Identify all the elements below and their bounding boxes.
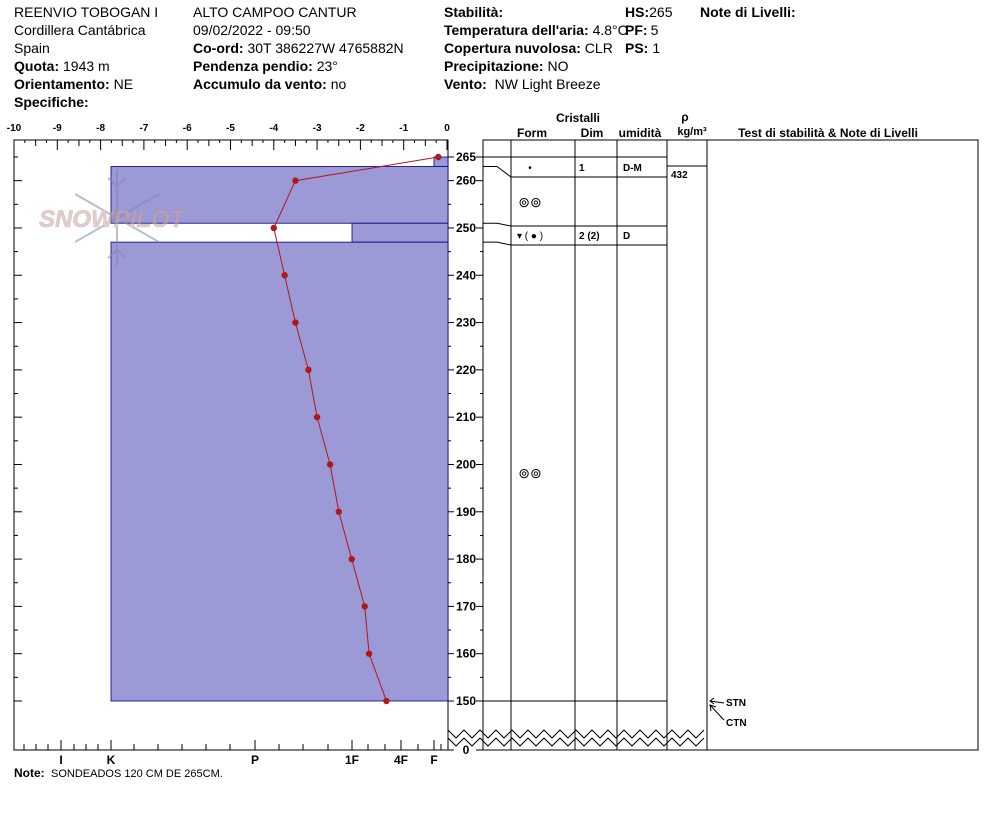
hardness-tick-label: P — [250, 753, 260, 767]
pf-label: PF: — [625, 22, 648, 38]
stn-marker — [710, 698, 746, 709]
location: ALTO CAMPOO CANTUR — [193, 4, 357, 20]
hardness-tick-label: K — [106, 753, 116, 767]
ps-value: 1 — [652, 40, 661, 56]
height-tick-label: 0 — [462, 743, 470, 757]
hardness-layer — [111, 242, 448, 701]
height-tick-label: 160 — [455, 646, 477, 661]
moisture-header: umidità — [618, 126, 662, 140]
aspect-value: NE — [113, 76, 134, 92]
height-tick-label: 265 — [455, 150, 477, 164]
hs-value: 265 — [649, 4, 673, 20]
temperature-point — [366, 650, 372, 656]
height-tick-label: 170 — [455, 599, 477, 614]
cloud-value: CLR — [584, 40, 613, 56]
density-value: 432 — [671, 170, 688, 181]
temperature-point — [292, 177, 298, 183]
layer-notes-label: Note di Livelli: — [700, 4, 796, 20]
size-header: Dim — [580, 126, 604, 140]
wind-value: NW Light Breeze — [494, 76, 601, 92]
aspect-label: Orientamento: — [14, 76, 110, 92]
temperature-point — [435, 154, 441, 160]
air-temp-label: Temperatura dell'aria: — [444, 22, 589, 38]
hardness-tick-label: I — [59, 753, 63, 767]
rho-header: ρ — [681, 110, 689, 124]
crystal-size: 2 (2) — [579, 231, 600, 242]
precip-label: Precipitazione: — [444, 58, 544, 74]
height-tick-label: 190 — [455, 504, 477, 519]
wind-label: Vento: — [444, 76, 487, 92]
temp-tick-label: -4 — [269, 123, 279, 134]
hardness-layer — [352, 223, 448, 242]
temp-tick-label: -10 — [6, 123, 22, 134]
temperature-point — [336, 509, 342, 515]
temp-tick-label: -5 — [226, 123, 235, 134]
temperature-point — [314, 414, 320, 420]
temp-tick-label: -3 — [312, 123, 322, 134]
moisture-value: D — [623, 231, 631, 242]
note-line — [14, 766, 223, 780]
density-unit-header: kg/m³ — [677, 126, 707, 138]
crystal-size: 1 — [579, 163, 585, 174]
crystal-form: ⊚⊚ — [518, 194, 542, 210]
height-tick-label: 230 — [455, 315, 477, 330]
stability-label: Stabilità: — [444, 4, 504, 20]
slope-value: 23° — [316, 58, 338, 74]
crystal-form: ⊚⊚ — [518, 465, 542, 481]
temperature-point — [305, 367, 311, 373]
height-tick-label: 200 — [455, 457, 477, 472]
height-tick-label: 180 — [455, 552, 477, 567]
form-header: Form — [517, 126, 547, 140]
datetime: 09/02/2022 - 09:50 — [193, 22, 311, 38]
height-tick-label: 250 — [455, 220, 477, 235]
wind-loading-label: Accumulo da vento: — [193, 76, 327, 92]
elevation-label: Quota: — [14, 58, 60, 74]
temp-tick-label: 0 — [444, 123, 450, 134]
site-name: REENVIO TOBOGAN I — [14, 4, 159, 20]
slope-label: Pendenza pendio: — [193, 58, 313, 74]
height-tick-label: 220 — [455, 362, 477, 377]
temperature-point — [271, 225, 277, 231]
crystal-form: • — [528, 163, 532, 174]
crystal-form: ▾ ( ● ) — [516, 231, 544, 242]
ps-label: PS: — [625, 40, 649, 56]
note-label: Note: — [14, 766, 45, 780]
precip-value: NO — [547, 58, 569, 74]
temp-tick-label: -7 — [139, 123, 149, 134]
temp-tick-label: -8 — [96, 123, 106, 134]
temperature-point — [362, 603, 368, 609]
temperature-point — [349, 556, 355, 562]
cloud-label: Copertura nuvolosa: — [444, 40, 581, 56]
snow-break-zigzag — [448, 730, 704, 746]
ctn-label: CTN — [726, 718, 747, 729]
watermark-text: SNOWPILOT — [39, 206, 185, 233]
hardness-tick-label: 4F — [393, 753, 409, 767]
crystals-header: Cristalli — [555, 111, 601, 125]
layer-table-frame — [483, 140, 978, 750]
mountain-range: Cordillera Cantábrica — [14, 22, 146, 38]
pf-value: 5 — [650, 22, 659, 38]
country: Spain — [14, 40, 50, 56]
wind-loading-value: no — [330, 76, 347, 92]
temp-tick-label: -2 — [355, 123, 365, 134]
coord-value: 30T 386227W 4765882N — [247, 40, 404, 56]
temperature-point — [383, 698, 389, 704]
temp-tick-label: -6 — [182, 123, 192, 134]
temp-tick-label: -9 — [52, 123, 62, 134]
height-tick-label: 210 — [455, 410, 477, 425]
air-temp-value: 4.8°C — [592, 22, 628, 38]
hs-label: HS: — [625, 4, 650, 20]
hardness-tick-label: 1F — [344, 753, 360, 767]
stn-label: STN — [726, 698, 746, 709]
specifics-label: Specifiche: — [14, 94, 89, 110]
temperature-point — [327, 461, 333, 467]
coord-label: Co-ord: — [193, 40, 244, 56]
hardness-tick-label: F — [430, 753, 438, 767]
note-text: SONDEADOS 120 CM DE 265CM. — [51, 768, 223, 780]
tests-header: Test di stabilità & Note di Livelli — [738, 126, 918, 140]
temperature-point — [292, 319, 298, 325]
height-tick-label: 150 — [455, 694, 477, 708]
temperature-point — [281, 272, 287, 278]
temp-tick-label: -1 — [399, 123, 409, 134]
height-tick-label: 260 — [455, 173, 477, 188]
moisture-value: D-M — [623, 163, 642, 174]
elevation-value: 1943 m — [63, 58, 110, 74]
height-tick-label: 240 — [455, 268, 477, 283]
